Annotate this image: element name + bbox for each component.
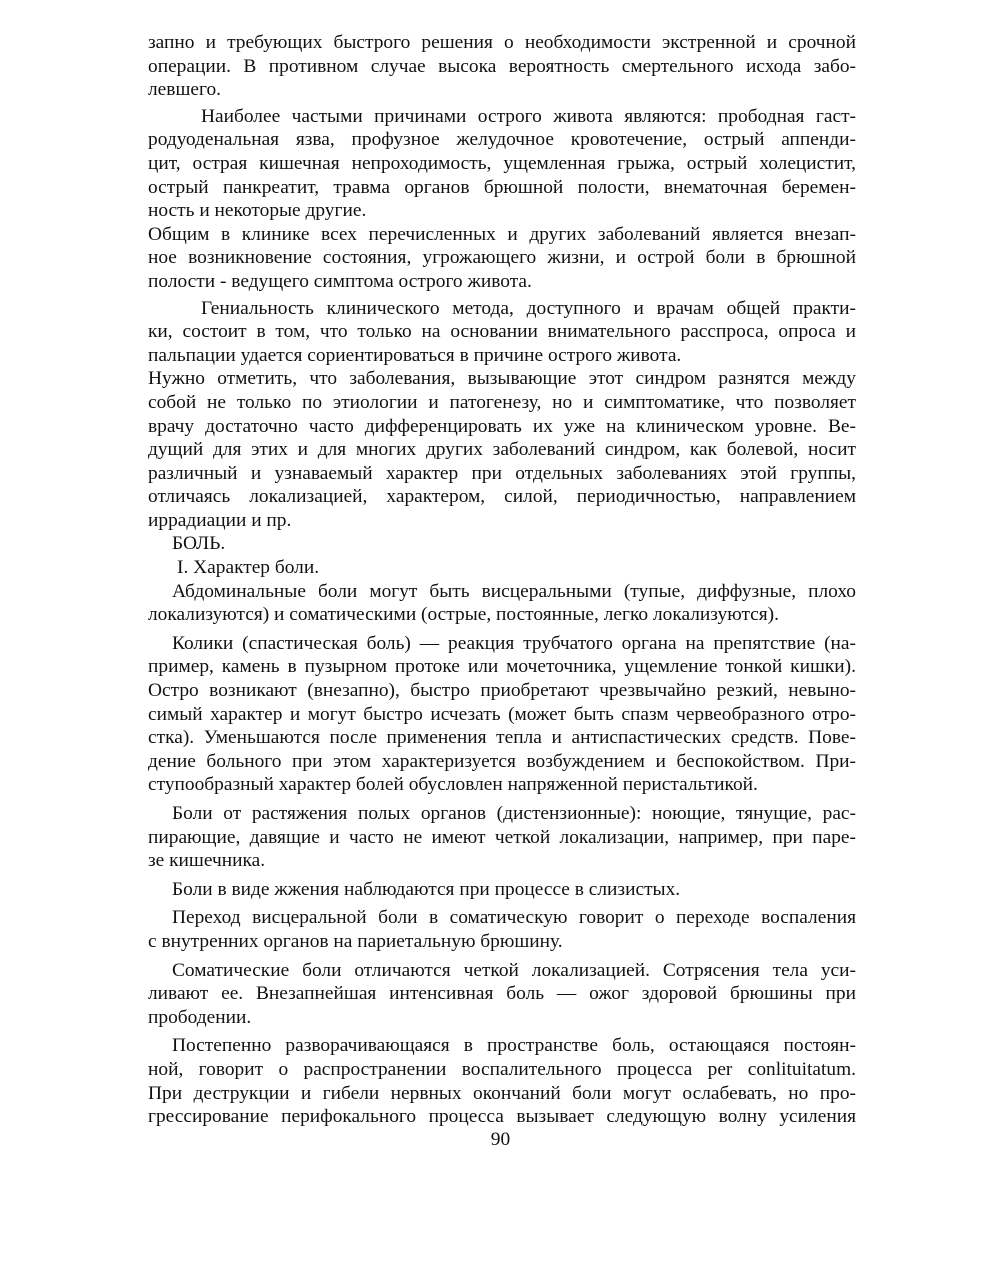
text-line: Гениальность клинического метода, доступного и врачам общей практи- — [201, 297, 856, 319]
text-line: различный и узнаваемый характер при отдельных заболеваниях этой группы, — [148, 462, 856, 484]
text-line: острый панкреатит, травма органов брюшной полости, внематочная беремен- — [148, 176, 856, 198]
text-line: симый характер и могут быстро исчезать (может быть спазм червеобразного отро- — [148, 703, 856, 725]
text-line: ливают ее. Внезапнейшая интенсивная боль — ожог здоровой брюшины при — [148, 983, 856, 1005]
text-line: зе кишечника. — [148, 850, 266, 872]
text-line: При деструкции и гибели нервных окончаний боли могут ослабевать, но про- — [148, 1082, 856, 1104]
text-line: стка). Уменьшаются после применения тепла и антиспастических средств. Пове- — [148, 727, 856, 749]
text-line: прободении. — [148, 1006, 252, 1028]
text-line: врачу достаточно часто дифференцировать их уже на клиническом уровне. Ве- — [148, 415, 856, 437]
text-line: пример, камень в пузырном протоке или мочеточника, ущемление тонкой кишки). — [148, 656, 856, 678]
text-line: иррадиации и пр. — [148, 509, 292, 531]
text-line: пальпации удается сориентироваться в причине острого живота. — [148, 344, 682, 366]
text-line: Боли в виде жжения наблюдаются при процессе в слизистых. — [172, 878, 681, 900]
text-line: операции. В противном случае высока вероятность смертельного исхода забо- — [148, 55, 856, 77]
text-line: Постепенно разворачивающаяся в пространстве боль, остающаяся постоян- — [172, 1035, 856, 1057]
page-number: 90 — [490, 1129, 511, 1150]
text-line: дущий для этих и для многих других заболеваний синдром, как болевой, носит — [148, 439, 856, 461]
text-line: левшего. — [148, 79, 221, 101]
text-line: Остро возникают (внезапно), быстро приобретают чрезвычайно резкий, невыно- — [148, 680, 856, 702]
text-line: ступообразный характер болей обусловлен напряженной перистальтикой. — [148, 774, 758, 796]
text-line: ность и некоторые другие. — [148, 200, 367, 222]
text-line: Боли от растяжения полых органов (дистензионные): ноющие, тянущие, рас- — [172, 803, 856, 824]
text-line: Нужно отметить, что заболевания, вызывающие этот синдром разнятся между — [148, 368, 856, 390]
text-line: грессирование перифокального процесса вызывает следующую волну усиления — [148, 1106, 856, 1128]
text-line: отличаясь локализацией, характером, силой, периодичностью, направлением — [148, 486, 856, 508]
text-line: Соматические боли отличаются четкой локализацией. Сотрясения тела уси- — [172, 959, 856, 981]
text-line: Наиболее частыми причинами острого живота являются: прободная гаст- — [201, 105, 856, 127]
text-line: собой не только по этиологии и патогенезу, но и симптоматике, что позволяет — [148, 391, 856, 413]
text-line: дение больного при этом характеризуется возбуждением и беспокойством. При- — [148, 750, 856, 772]
text-line: с внутренних органов на париетальную брюшину. — [148, 930, 563, 952]
text-line: Переход висцеральной боли в соматическую говорит о переходе воспаления — [172, 907, 856, 929]
text-line: цит, острая кишечная непроходимость, ущемленная грыжа, острый холецистит, — [148, 152, 856, 174]
text-line: полости - ведущего симптома острого живота. — [148, 270, 532, 292]
text-line: локализуются) и соматическими (острые, постоянные, легко локализуются). — [148, 604, 779, 626]
text-line: Абдоминальные боли могут быть висцеральными (тупые, диффузные, плохо — [172, 580, 856, 602]
text-line: БОЛЬ. — [172, 533, 226, 555]
text-line: Колики (спастическая боль) — реакция трубчатого органа на препятствие (на- — [172, 632, 856, 654]
page-text — [148, 31, 856, 1129]
text-line: ное возникновение состояния, угрожающего жизни, и острой боли в брюшной — [148, 247, 856, 269]
text-line: запно и требующих быстрого решения о необходимости экстренной и срочной — [148, 32, 856, 53]
text-line: родуоденальная язва, профузное желудочное кровотечение, острый аппенди- — [148, 129, 856, 151]
text-line: пирающие, давящие и часто не имеют четкой локализации, например, при паре- — [148, 826, 856, 848]
text-line: ки, состоит в том, что только на основании внимательного расспроса, опроса и — [148, 321, 856, 343]
text-line: Общим в клинике всех перечисленных и других заболеваний является внезап- — [148, 223, 856, 245]
text-line: ной, говорит о распространении воспалительного процесса per conlituitatum. — [148, 1058, 856, 1080]
text-line: I. Характер боли. — [177, 557, 320, 579]
